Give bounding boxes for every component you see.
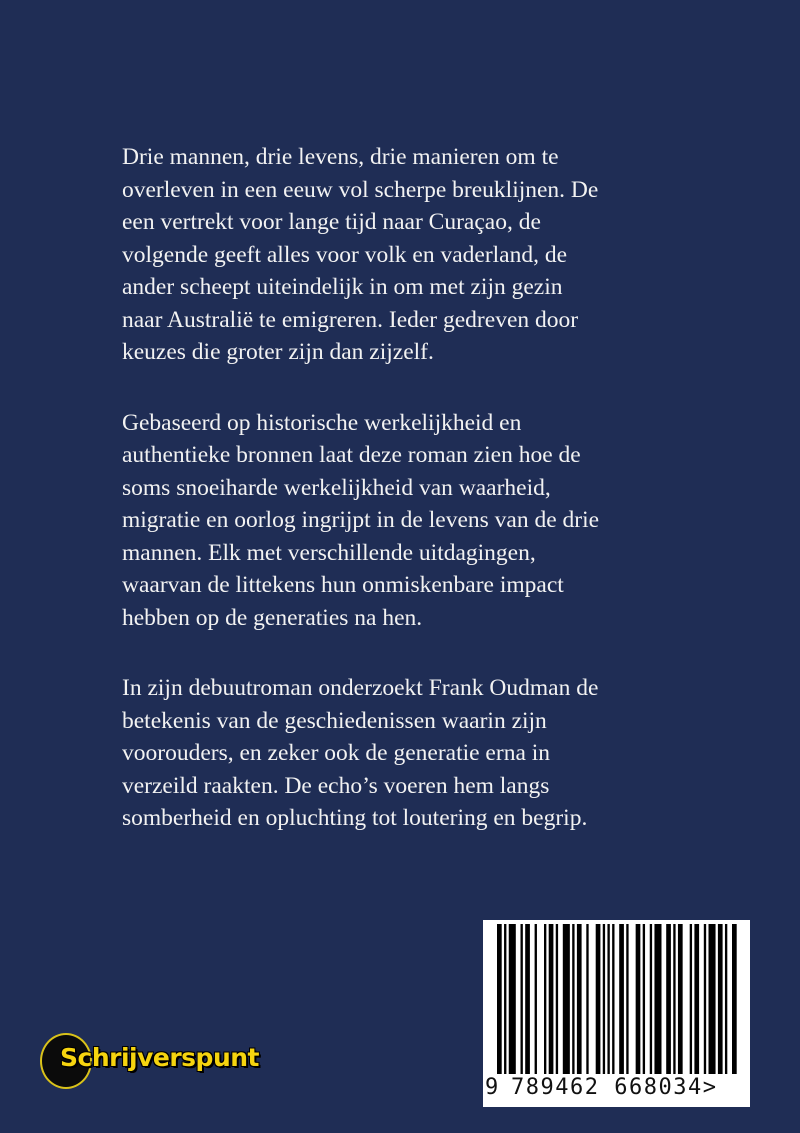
barcode-bar: [586, 924, 588, 1074]
barcode-bar: [636, 924, 641, 1074]
barcode-bar: [725, 924, 727, 1074]
barcode-bar: [626, 924, 628, 1074]
blurb-paragraph-1: Drie mannen, drie levens, drie manieren om te overleven in een eeuw vol scherpe breuklijnen. De een vertrekt voor lange tijd naar Curaçao, de volgende geeft alles voor volk en vaderland, de ander scheept uiteindelijk in om met zijn gezin naar Australië te emigreren. Ieder gedreven door keuzes die groter zijn dan zijzelf.: [122, 144, 599, 365]
isbn-first-digit: 9: [485, 1075, 499, 1100]
barcode-bar: [577, 924, 582, 1074]
barcode-bar: [535, 924, 537, 1074]
barcode-bar: [709, 924, 716, 1074]
barcode-bar: [563, 924, 570, 1074]
barcode-bar: [607, 924, 609, 1074]
barcode-bar: [643, 924, 645, 1074]
barcode-bar: [525, 924, 530, 1074]
barcode-bar: [654, 924, 661, 1074]
blurb-paragraph-2: Gebaseerd op historische werkelijkheid en authentieke bronnen laat deze roman zien hoe de soms snoeiharde werkelijkheid van waarheid, migratie en oorlog ingrijpt in de levens van de drie mannen. Elk met verschillende uitdagingen, waarvan de littekens hun onmiskenbare impact hebben op de generaties na hen.: [122, 409, 600, 631]
back-cover-blurb: [122, 141, 722, 873]
barcode-bar: [603, 924, 605, 1074]
barcode-bar: [497, 924, 502, 1074]
barcode-bar: [619, 924, 624, 1074]
barcode-bar: [572, 924, 574, 1074]
isbn-number: [483, 1073, 750, 1103]
barcode-bar: [650, 924, 652, 1074]
barcode-bar: [666, 924, 671, 1074]
barcode-bar: [549, 924, 554, 1074]
barcode-bar: [612, 924, 614, 1074]
barcode-bar: [718, 924, 723, 1074]
isbn-marker: >: [702, 1075, 718, 1100]
barcode-bar: [521, 924, 523, 1074]
isbn-digits: [511, 1073, 717, 1103]
barcode-bar: [596, 924, 601, 1074]
barcode-bar: [732, 924, 737, 1074]
blurb-paragraph-3: In zijn debuutroman onderzoekt Frank Oudman de betekenis van de geschiedenissen waarin zijn voorouders, en zeker ook de generatie erna in verzeild raakten. De echo’s voeren hem langs somberheid en opluchting tot loutering en begrip.: [122, 675, 599, 831]
barcode-bar: [673, 924, 675, 1074]
barcode-bar: [694, 924, 699, 1074]
barcode-bar: [678, 924, 683, 1074]
isbn-barcode: [483, 920, 750, 1107]
publisher-name: Schrijverspunt: [60, 1043, 259, 1072]
barcode-bar: [704, 924, 706, 1074]
barcode-bars: [497, 924, 737, 1074]
barcode-bar: [690, 924, 692, 1074]
isbn-main-digits: 789462 668034: [511, 1075, 703, 1100]
barcode-bar: [509, 924, 516, 1074]
barcode-bar: [504, 924, 506, 1074]
publisher-logo: [40, 1033, 305, 1091]
barcode-bar: [544, 924, 546, 1074]
barcode-bar: [556, 924, 558, 1074]
